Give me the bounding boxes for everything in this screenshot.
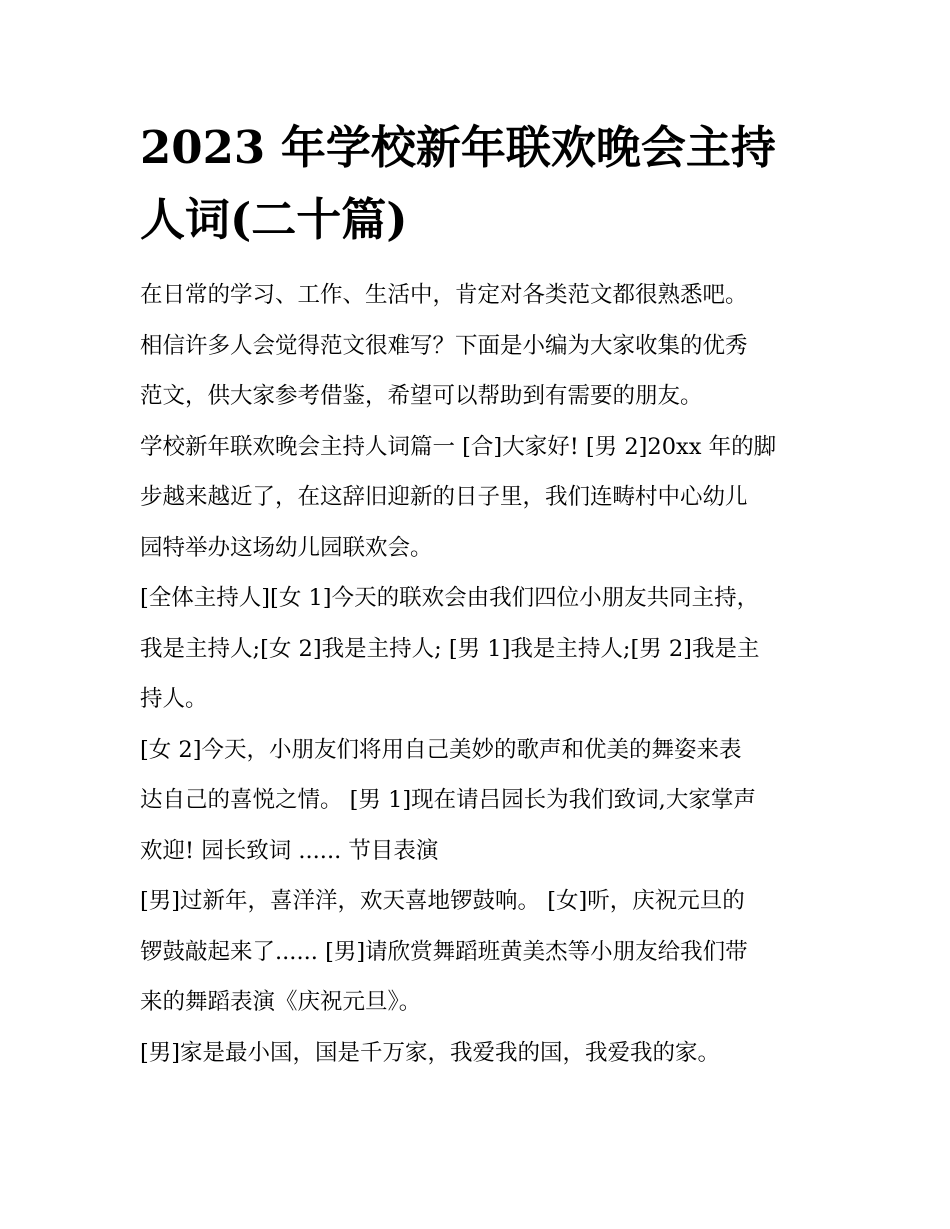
text-line: 范文，供大家参考借鉴，希望可以帮助到有需要的朋友。 bbox=[140, 383, 703, 409]
text-line: 我是主持人;[女 2]我是主持人; [男 1]我是主持人;[男 2]我是主 bbox=[140, 635, 760, 662]
text-line: 锣鼓敲起来了...... [男]请欣赏舞蹈班黄美杰等小朋友给我们带 bbox=[140, 938, 748, 965]
text-line: 达自己的喜悦之情。 [男 1]现在请吕园长为我们致词,大家掌声 bbox=[140, 787, 756, 813]
document-body bbox=[140, 270, 820, 1078]
text-line: 来的舞蹈表演《庆祝元旦》。 bbox=[140, 989, 422, 1015]
document-title bbox=[140, 112, 820, 256]
text-line: 相信许多人会觉得范文很难写？下面是小编为大家收集的优秀 bbox=[140, 332, 748, 359]
text-line: 持人。 bbox=[140, 686, 208, 712]
paragraph-hosts bbox=[140, 573, 820, 725]
text-line: 在日常的学习、工作、生活中，肯定对各类范文都很熟悉吧。 bbox=[140, 282, 748, 308]
paragraph-speech bbox=[140, 725, 820, 877]
paragraph-home bbox=[140, 1028, 820, 1079]
text-line: 步越来越近了，在这辞旧迎新的日子里，我们连畴村中心幼儿 bbox=[140, 484, 748, 510]
text-line: [全体主持人][女 1]今天的联欢会由我们四位小朋友共同主持， bbox=[140, 585, 760, 611]
paragraph-intro bbox=[140, 270, 820, 422]
paragraph-opening bbox=[140, 422, 820, 574]
text-line: 学校新年联欢晚会主持人词篇一 [合]大家好! [男 2]20xx 年的脚 bbox=[140, 433, 777, 460]
title-line: 人词(二十篇) bbox=[140, 193, 408, 246]
title-line: 2023 年学校新年联欢晚会主持 bbox=[140, 121, 776, 174]
text-line: [男]家是最小国，国是千万家，我爱我的国，我爱我的家。 bbox=[140, 1039, 721, 1066]
text-line: 园特举办这场幼儿园联欢会。 bbox=[140, 534, 433, 561]
document-content bbox=[140, 112, 820, 1078]
text-line: 欢迎! 园长致词 ...... 节目表演 bbox=[140, 837, 439, 864]
text-line: [女 2]今天，小朋友们将用自己美妙的歌声和优美的舞姿来表 bbox=[140, 736, 742, 763]
paragraph-dance bbox=[140, 876, 820, 1028]
text-line: [男]过新年，喜洋洋，欢天喜地锣鼓响。 [女]听，庆祝元旦的 bbox=[140, 888, 745, 914]
